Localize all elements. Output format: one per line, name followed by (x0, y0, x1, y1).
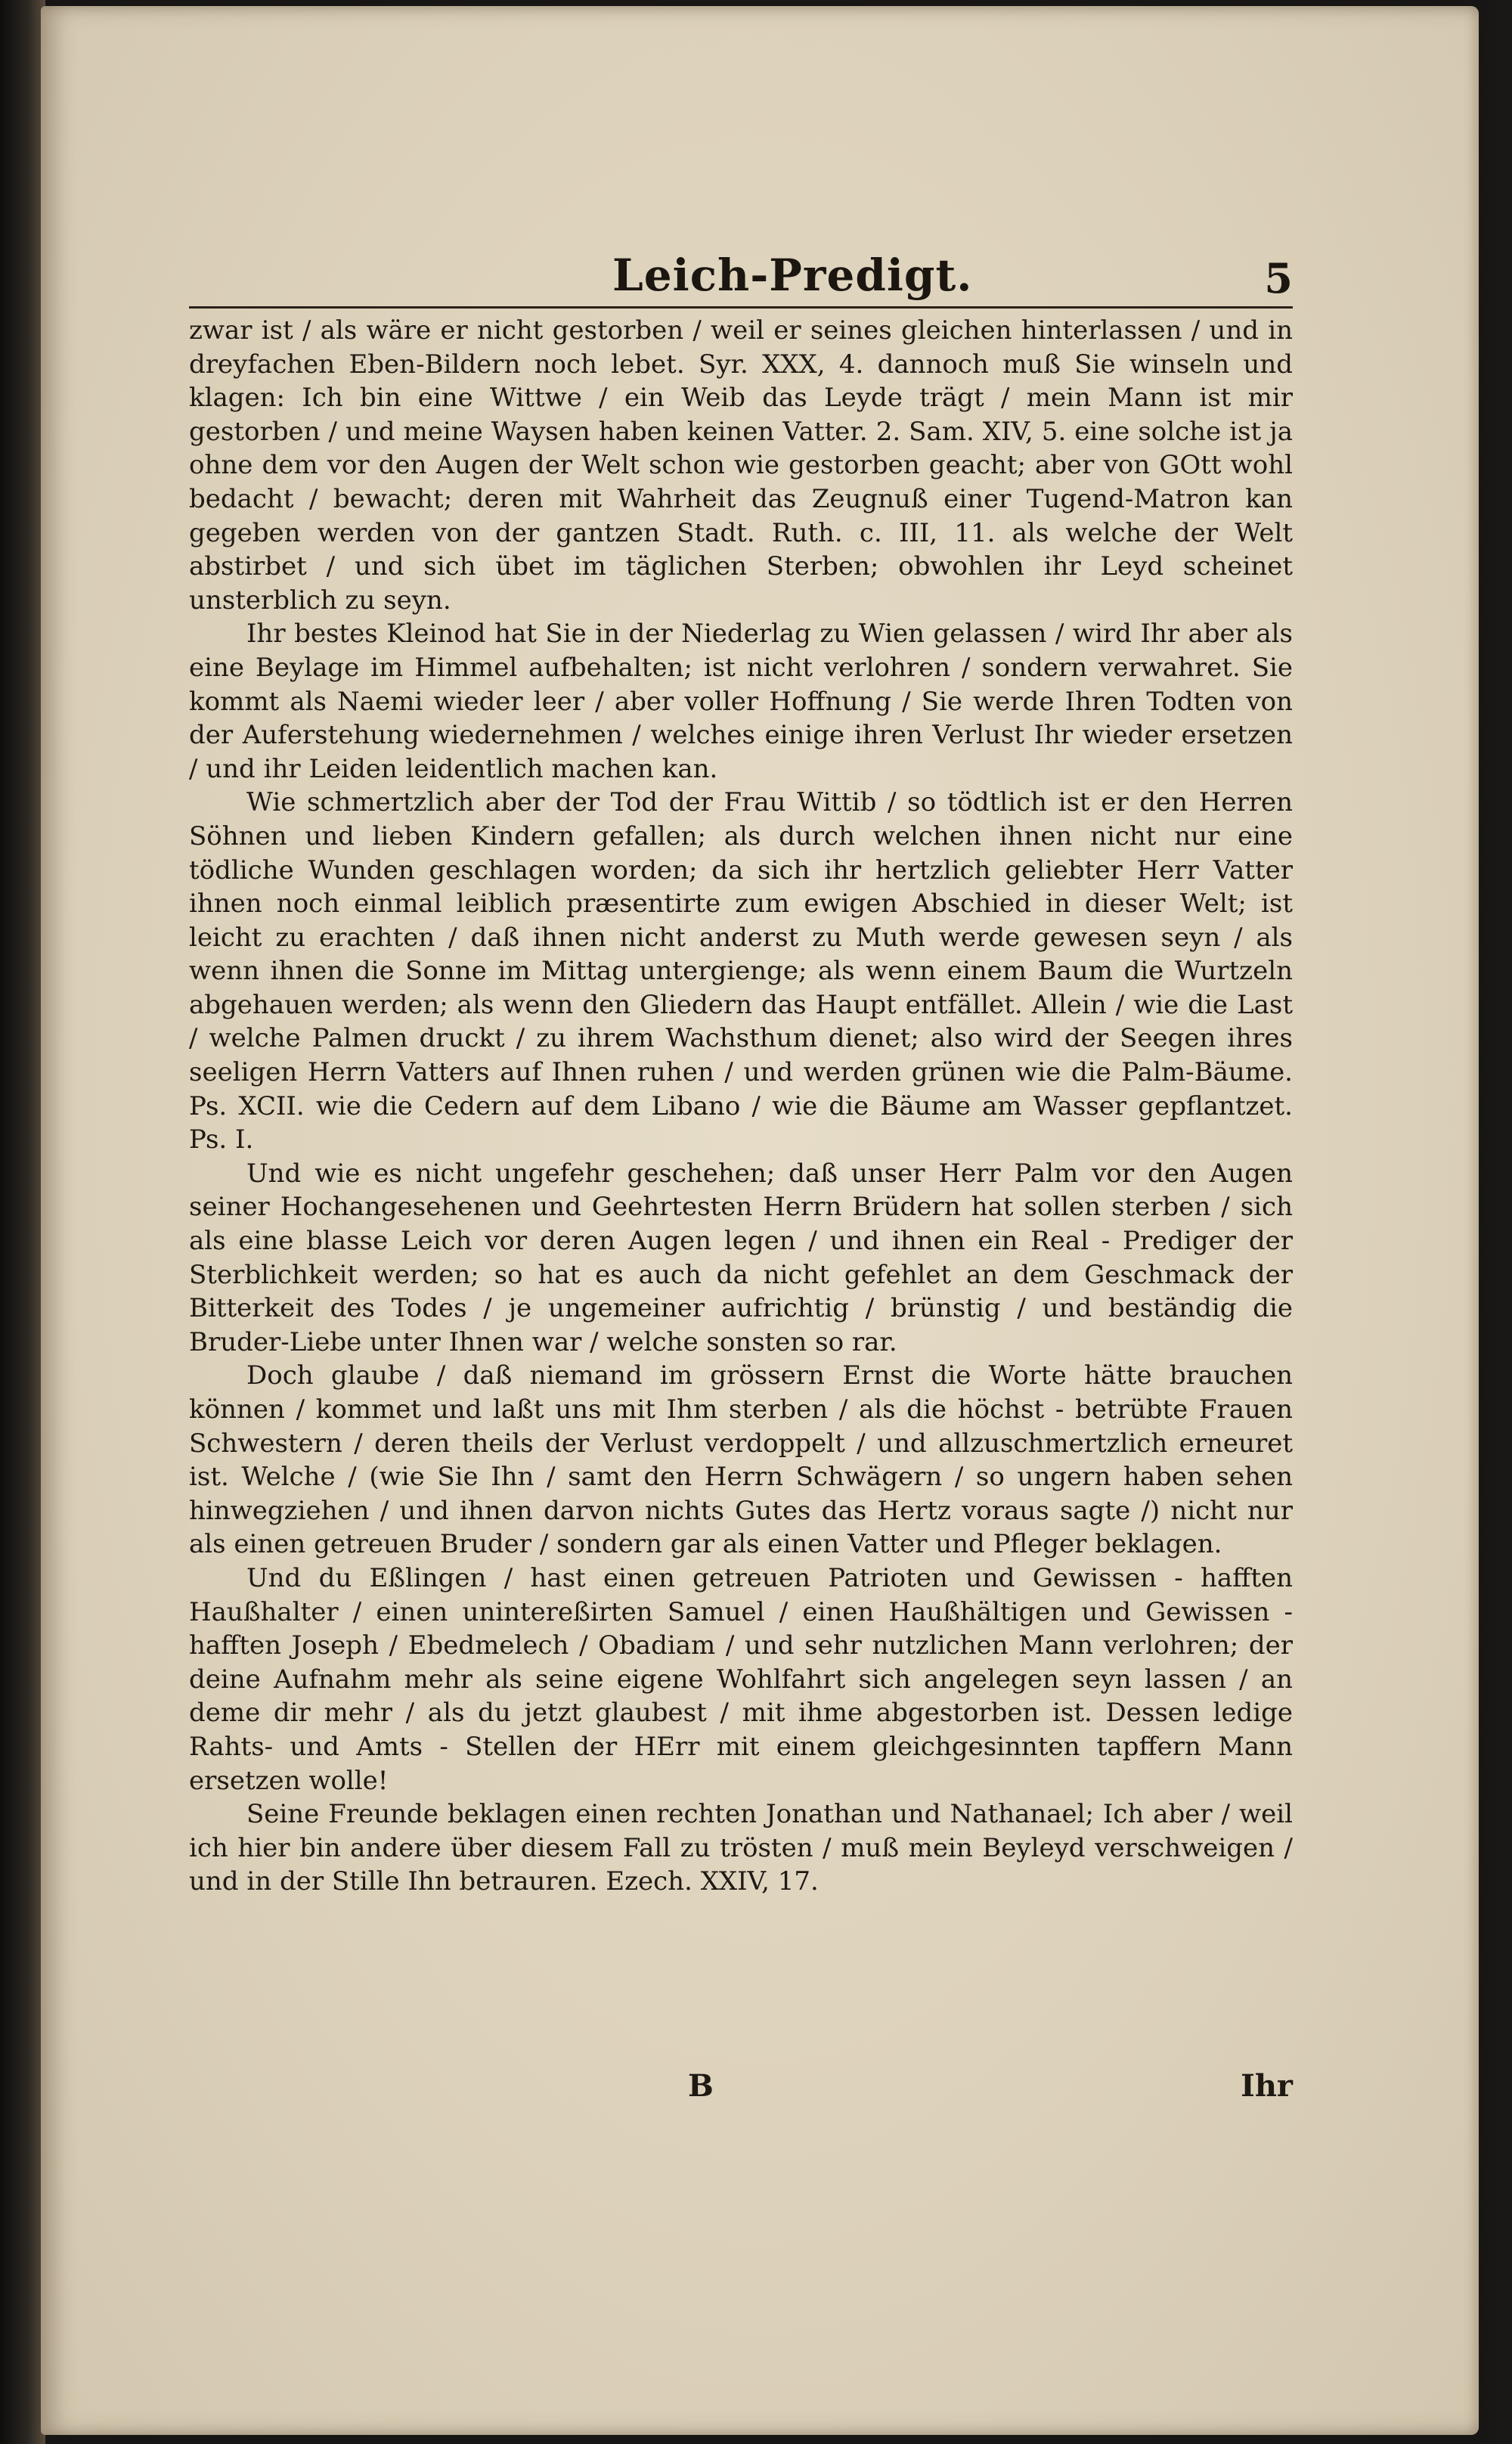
paragraph-2: Ihr bestes Kleinod hat Sie in der Niederlag zu Wien gelassen / wird Ihr aber als eine Beylage im Himmel aufbehalten; ist nicht verlohren / sondern verwahret. Sie kommt als Naemi wieder leer / aber voller Hoffnung / Sie werde Ihren Todten von der Auferstehung wiedernehmen / welches einige ihren Verlust Ihr wieder ersetzen / und ihr Leiden leidentlich machen kan. (189, 619, 1293, 784)
paragraph-6: Und du Eßlingen / hast einen getreuen Patrioten und Gewissen - hafften Haußhalter / einen unintereßirten Samuel / einen Haußhältigen und Gewissen - hafften Joseph / Ebedmelech / Obadiam / und sehr nutzlichen Mann verlohren; der deine Aufnahm mehr als seine eigene Wohlfahrt sich angelegen seyn lassen / an deme dir mehr / als du jetzt glaubest / mit ihme abgestorben ist. Dessen ledige Rahts- und Amts - Stellen der HErr mit einem gleichgesinnten tapffern Mann ersetzen wolle! (189, 1562, 1293, 1796)
page-number: 5 (1264, 254, 1293, 302)
body-text (189, 314, 1293, 1899)
paragraph-3: Wie schmertzlich aber der Tod der Frau Wittib / so tödtlich ist er den Herren Söhnen und lieben Kindern gefallen; als durch welchen ihnen nicht nur eine tödliche Wunden geschlagen worden; da sich ihr hertzlich geliebter Herr Vatter ihnen noch einmal leiblich præsentirte zum ewigen Abschied in dieser Welt; ist leicht zu erachten / daß ihnen nicht anderst zu Muth werde gewesen seyn / als wenn ihnen die Sonne im Mittag untergienge; als wenn einem Baum die Wurtzeln abgehauen werden; als wenn den Gliedern das Haupt entfället. Allein / wie die Last / welche Palmen druckt / zu ihrem Wachsthum dienet; also wird der Seegen ihres seeligen Herrn Vatters auf Ihnen ruhen / und werden grünen wie die Palm-Bäume. Ps. XCII. wie die Cedern auf dem Libano / wie die Bäume am Wasser gepflantzet. Ps. I. (189, 787, 1293, 1155)
book-spine-edge (0, 0, 45, 2444)
signature-mark: B (688, 2068, 714, 2104)
paragraph-1: zwar ist / als wäre er nicht gestorben / weil er seines gleichen hinterlassen / und in dreyfachen Eben-Bildern noch lebet. Syr. XXX, 4. dannoch muß Sie winseln und klagen: Ich bin eine Wittwe / ein Weib das Leyde trägt / mein Mann ist mir gestorben / und meine Waysen haben keinen Vatter. 2. Sam. XIV, 5. eine solche ist ja ohne dem vor den Augen der Welt schon wie gestorben geacht; aber von GOtt wohl bedacht / bewacht; deren mit Wahrheit das Zeugnuß einer Tugend-Matron kan gegeben werden von der gantzen Stadt. Ruth. c. III, 11. als welche der Welt abstirbet / und sich übet im täglichen Sterben; obwohlen ihr Leyd scheinet unsterblich zu seyn. (189, 315, 1293, 616)
header-rule (189, 306, 1293, 309)
running-head (189, 250, 1293, 310)
paragraph-5: Doch glaube / daß niemand im grössern Ernst die Worte hätte brauchen können / kommet und laßt uns mit Ihm sterben / als die höchst - betrübte Frauen Schwestern / deren theils der Verlust verdoppelt / und allzuschmertzlich erneuret ist. Welche / (wie Sie Ihn / samt den Herrn Schwägern / so ungern haben sehen hinwegziehen / und ihnen darvon nichts Gutes das Hertz voraus sagte /) nicht nur als einen getreuen Bruder / sondern gar als einen Vatter und Pfleger beklagen. (189, 1360, 1293, 1560)
catchword: Ihr (1241, 2068, 1293, 2104)
running-title: Leich-Predigt. (612, 250, 973, 301)
paragraph-4: Und wie es nicht ungefehr geschehen; daß unser Herr Palm vor den Augen seiner Hochangesehenen und Geehrtesten Herrn Brüdern hat sollen sterben / sich als eine blasse Leich vor deren Augen legen / und ihnen ein Real - Prediger der Sterblichkeit werden; so hat es auch da nicht gefehlet an dem Geschmack der Bitterkeit des Todes / je ungemeiner aufrichtig / brünstig / und beständig die Bruder-Liebe unter Ihnen war / welche sonsten so rar. (189, 1158, 1293, 1357)
paragraph-7: Seine Freunde beklagen einen rechten Jonathan und Nathanael; Ich aber / weil ich hier bin andere über diesem Fall zu trösten / muß mein Beyleyd verschweigen / und in der Stille Ihn betrauren. Ezech. XXIV, 17. (189, 1799, 1293, 1897)
page-footer (189, 2068, 1293, 2114)
page-right-edge (1479, 0, 1512, 2444)
